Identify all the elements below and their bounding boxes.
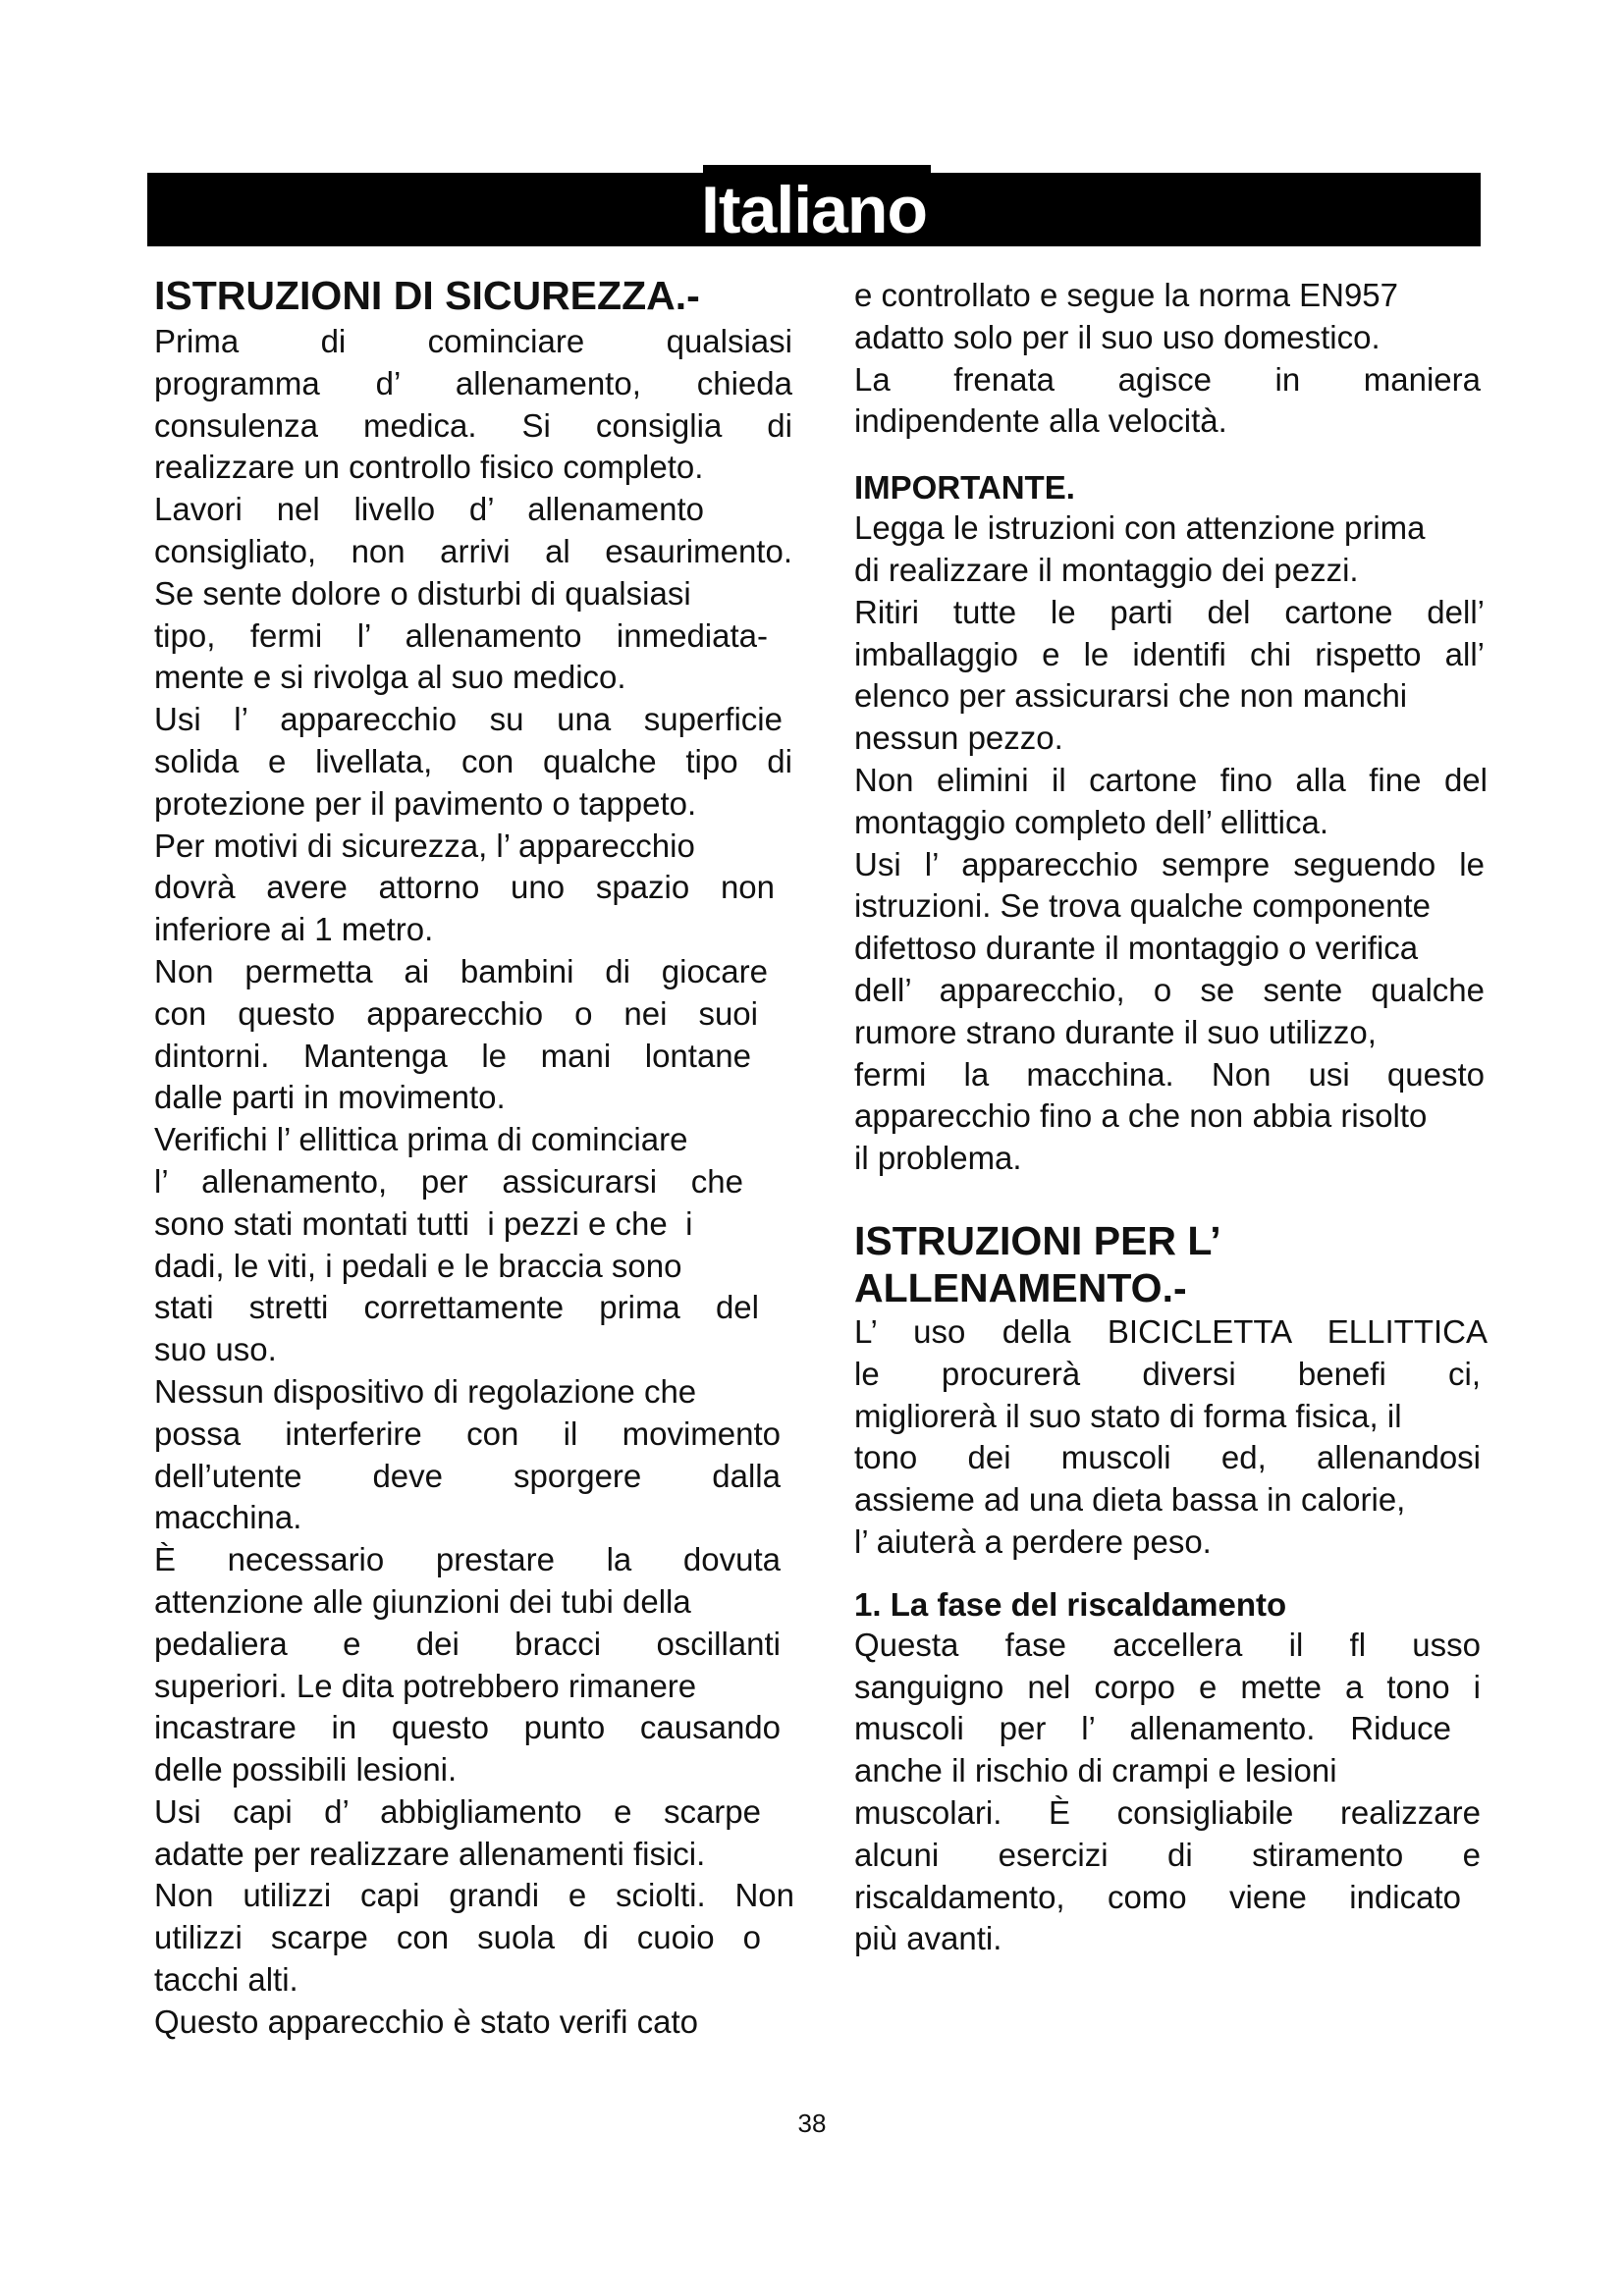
training-text	[854, 1311, 1497, 1564]
text-line: È necessario prestare la dovuta	[154, 1541, 781, 1578]
text-line: apparecchio fino a che non abbia risolto	[854, 1097, 1428, 1135]
text-line: attenzione alle giunzioni dei tubi della	[154, 1582, 691, 1620]
text-line: Nessun dispositivo di regolazione che	[154, 1372, 697, 1410]
page-number: 38	[797, 2109, 827, 2138]
text-line: tono dei muscoli ed, allenandosi	[854, 1439, 1481, 1476]
text-line: l’ allenamento, per assicurarsi che	[154, 1162, 743, 1200]
page-title: Italiano	[700, 172, 928, 247]
text-line: fermi la macchina. Non usi questo	[854, 1055, 1485, 1093]
text-line: muscolari. È consigliabile realizzare	[854, 1793, 1481, 1831]
text-line: Verifichi l’ ellittica prima di cominciare	[154, 1121, 688, 1158]
text-line: tacchi alti.	[154, 1961, 298, 1999]
training-heading-line-1: ISTRUZIONI PER L’	[854, 1217, 1221, 1263]
text-line: Questo apparecchio è stato verifi cato	[154, 2002, 698, 2040]
text-line: il problema.	[854, 1140, 1022, 1177]
text-line: utilizzi scarpe con suola di cuoio o	[154, 1919, 761, 1956]
training-heading	[854, 1217, 1497, 1311]
text-line: anche il rischio di crampi e lesioni	[854, 1752, 1337, 1789]
text-line: Legga le istruzioni con attenzione prima	[854, 509, 1426, 547]
text-line: Ritiri tutte le parti del cartone dell’	[854, 593, 1485, 630]
text-line: macchina.	[154, 1499, 302, 1536]
text-line: realizzare un controllo fisico completo.	[154, 449, 704, 486]
text-line: assieme ad una dieta bassa in calorie,	[854, 1481, 1406, 1519]
left-column	[154, 275, 792, 2044]
text-line: Per motivi di sicurezza, l’ apparecchio	[154, 827, 695, 864]
text-line: tipo, fermi l’ allenamento inmediata-	[154, 616, 768, 654]
text-line: montaggio completo dell’ ellittica.	[854, 803, 1329, 840]
safety-heading: ISTRUZIONI DI SICUREZZA.-	[154, 273, 700, 318]
text-line: nessun pezzo.	[854, 720, 1063, 757]
text-line: sanguigno nel corpo e mette a tono i	[854, 1668, 1481, 1705]
text-line: delle possibili lesioni.	[154, 1751, 458, 1789]
text-line: Non elimini il cartone fino alla fine del	[854, 761, 1488, 798]
warmup-heading: 1. La fase del riscaldamento	[854, 1585, 1287, 1623]
text-line: dell’ apparecchio, o se sente qualche	[854, 971, 1485, 1008]
importante-text	[854, 507, 1497, 1180]
text-line: con questo apparecchio o nei suoi	[154, 994, 758, 1032]
text-line: dovrà avere attorno uno spazio non	[154, 869, 775, 906]
text-line: rumore strano durante il suo utilizzo,	[854, 1013, 1377, 1050]
text-line: Lavori nel livello d’ allenamento	[154, 491, 704, 528]
text-line: indipendente alla velocità.	[854, 402, 1227, 440]
text-line: elenco per assicurarsi che non manchi	[854, 677, 1408, 715]
text-line: dintorni. Mantenga le mani lontane	[154, 1037, 751, 1074]
text-line: imballaggio e le identifi chi rispetto all’	[854, 635, 1485, 672]
text-line: Questa fase accellera il fl usso	[854, 1626, 1481, 1663]
text-line: consulenza medica. Si consiglia di	[154, 406, 792, 444]
text-line: stati stretti correttamente prima del	[154, 1289, 759, 1326]
text-line: inferiore ai 1 metro.	[154, 911, 434, 948]
text-line: incastrare in questo punto causando	[154, 1709, 781, 1746]
text-line: sono stati montati tutti i pezzi e che i	[154, 1204, 693, 1242]
text-line: mente e si rivolga al suo medico.	[154, 659, 626, 696]
text-line: dadi, le viti, i pedali e le braccia sono	[154, 1247, 682, 1284]
text-line: le procurerà diversi benefi ci,	[854, 1355, 1481, 1392]
text-line: e controllato e segue la norma EN957	[854, 277, 1399, 313]
warmup-text	[854, 1625, 1497, 1960]
text-line: possa interferire con il movimento	[154, 1415, 781, 1452]
text-line: protezione per il pavimento o tappeto.	[154, 784, 697, 822]
text-line: L’ uso della BICICLETTA ELLITTICA	[854, 1312, 1488, 1350]
text-line: programma d’ allenamento, chieda	[154, 364, 792, 401]
text-line: Non utilizzi capi grandi e sciolti. Non	[154, 1877, 794, 1914]
training-heading-line-2: ALLENAMENTO.-	[854, 1264, 1187, 1310]
text-line: muscoli per l’ allenamento. Riduce	[854, 1710, 1451, 1747]
text-line: La frenata agisce in maniera	[854, 360, 1481, 398]
text-line: di realizzare il montaggio dei pezzi.	[854, 551, 1359, 588]
text-line: dell’utente deve sporgere dalla	[154, 1457, 781, 1494]
text-line: adatte per realizzare allenamenti fisici.	[154, 1835, 706, 1872]
safety-text	[154, 321, 792, 2044]
text-line: solida e livellata, con qualche tipo di	[154, 742, 792, 779]
text-line: istruzioni. Se trova qualche componente	[854, 887, 1432, 925]
text-line: Prima di cominciare qualsiasi	[154, 323, 792, 359]
text-line: riscaldamento, como viene indicato	[854, 1878, 1461, 1915]
text-line: più avanti.	[854, 1920, 1002, 1957]
text-line: dalle parti in movimento.	[154, 1079, 506, 1116]
text-line: migliorerà il suo stato di forma fisica, il	[854, 1397, 1402, 1434]
text-line: l’ aiuterà a perdere peso.	[854, 1522, 1212, 1560]
text-line: Usi l’ apparecchio su una superficie	[154, 701, 783, 738]
importante-heading: IMPORTANTE.	[854, 469, 1075, 507]
text-line: Usi capi d’ abbigliamento e scarpe	[154, 1792, 761, 1830]
text-line: Usi l’ apparecchio sempre seguendo le	[854, 845, 1485, 882]
right-column	[854, 275, 1497, 1960]
text-line: difettoso durante il montaggio o verifica	[854, 930, 1419, 967]
text-line: suo uso.	[154, 1331, 277, 1368]
text-line: Non permetta ai bambini di giocare	[154, 952, 768, 989]
text-line: adatto solo per il suo uso domestico.	[854, 318, 1380, 355]
text-line: superiori. Le dita potrebbero rimanere	[154, 1667, 697, 1704]
intro-text	[854, 275, 1497, 443]
text-line: consigliato, non arrivi al esaurimento.	[154, 532, 792, 569]
text-line: alcuni esercizi di stiramento e	[854, 1836, 1481, 1873]
text-line: pedaliera e dei bracci oscillanti	[154, 1625, 781, 1662]
text-line: Se sente dolore o disturbi di qualsiasi	[154, 574, 691, 612]
